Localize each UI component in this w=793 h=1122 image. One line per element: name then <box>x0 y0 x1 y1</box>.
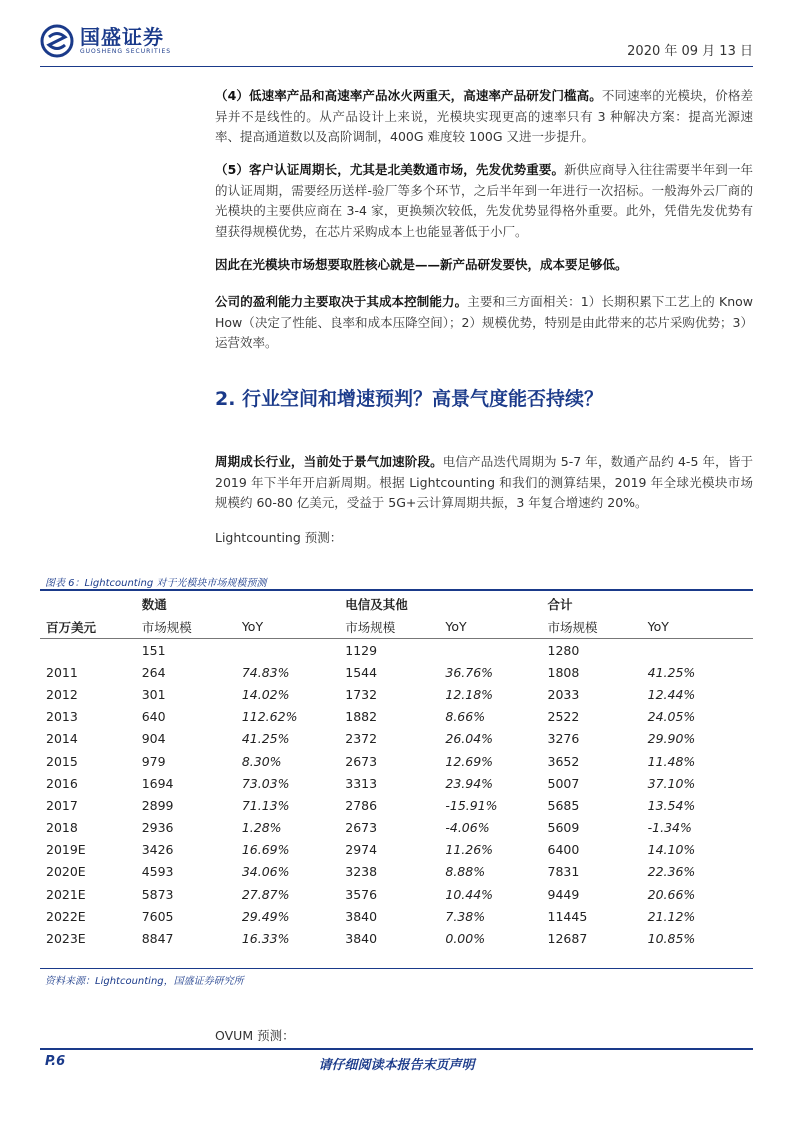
cell-market-size: 2974 <box>345 842 378 858</box>
cell-market-size: 301 <box>141 686 166 702</box>
paragraph-low-high-speed <box>215 86 753 148</box>
cell-market-size: 3238 <box>345 864 378 880</box>
cell-yoy: 11.48% <box>647 753 696 769</box>
cell-market-size: 1694 <box>141 775 174 791</box>
cell-market-size: 3576 <box>345 886 378 902</box>
row-year: 2011 <box>46 664 78 680</box>
cell-market-size: 904 <box>141 731 166 747</box>
column-header: 市场规模 <box>339 615 439 639</box>
row-year: 2022E <box>46 908 86 924</box>
table-row <box>40 772 753 794</box>
table-row <box>40 750 753 772</box>
cell-market-size: 7831 <box>547 864 580 880</box>
cell-yoy: 29.49% <box>241 908 290 924</box>
ovum-label: OVUM 预测： <box>215 1028 295 1043</box>
cell-market-size: 3276 <box>547 731 580 747</box>
cell-market-size: 1882 <box>345 709 378 725</box>
row-year <box>40 639 136 662</box>
paragraph-certification <box>215 160 753 242</box>
cell-yoy: 71.13% <box>241 797 290 813</box>
section-title: 2. 行业空间和增速预判？高景气度能否持续？ <box>215 388 604 410</box>
cell-market-size: 11445 <box>547 908 588 924</box>
table-sub-header <box>40 615 753 639</box>
cell-yoy <box>642 639 753 662</box>
group-telecom: 电信及其他 <box>345 597 408 612</box>
cell-market-size: 5685 <box>547 797 580 813</box>
paragraph-lead: 公司的盈利能力主要取决于其成本控制能力。 <box>215 294 468 309</box>
cell-yoy: 36.76% <box>445 664 494 680</box>
cell-market-size: 264 <box>141 664 166 680</box>
cell-yoy: 12.69% <box>445 753 494 769</box>
unit-label: 百万美元 <box>40 615 136 639</box>
cell-market-size: 640 <box>141 709 166 725</box>
cell-yoy: 16.69% <box>241 842 290 858</box>
cell-market-size: 7605 <box>141 908 174 924</box>
cell-yoy: 26.04% <box>445 731 494 747</box>
row-year: 2016 <box>46 775 78 791</box>
cell-market-size: 979 <box>141 753 166 769</box>
cell-yoy: 8.88% <box>445 864 486 880</box>
footer-disclaimer: 请仔细阅读本报告末页声明 <box>318 1058 475 1073</box>
cell-market-size: 2033 <box>547 686 580 702</box>
table-row <box>40 817 753 839</box>
column-header: 市场规模 <box>136 615 236 639</box>
column-header: YoY <box>642 615 753 639</box>
logo-english-name: GUOSHENG SECURITIES <box>80 48 172 55</box>
figure-top-rule <box>40 589 753 591</box>
figure-bottom-rule <box>40 968 753 969</box>
cell-yoy: 74.83% <box>241 664 290 680</box>
table-row <box>40 927 753 949</box>
cell-market-size: 5609 <box>547 820 580 836</box>
cell-market-size: 3313 <box>345 775 378 791</box>
paragraph-body: 电信产品迭代周期为 5-7 年，数通产品约 4-5 年，皆于 2019 年下半年开启新周期。根据 Lightcounting 和我们的测算结果，2019 年全球光模块市场规模约 60-80 亿美元，受益于 5G+云计算周期共振，3 年复合增速约 20%。 <box>215 454 753 510</box>
row-year: 2017 <box>46 797 78 813</box>
cell-market-size: 1808 <box>547 664 580 680</box>
cell-yoy: 22.36% <box>647 864 696 880</box>
cell-market-size: 2372 <box>345 731 378 747</box>
cell-market-size: 2936 <box>141 820 174 836</box>
table-row <box>40 839 753 861</box>
cell-market-size: 2673 <box>345 753 378 769</box>
cell-yoy: 7.38% <box>445 908 486 924</box>
footer-divider <box>40 1048 753 1050</box>
cell-yoy: 10.85% <box>647 931 696 947</box>
table-row <box>40 728 753 750</box>
paragraph-lead: 因此在光模块市场想要取胜核心就是——新产品研发要快，成本要足够低。 <box>215 257 628 272</box>
cell-yoy: 1.28% <box>241 820 282 836</box>
page-number: P.6 <box>45 1054 66 1069</box>
cell-yoy: 14.02% <box>241 686 290 702</box>
column-header: YoY <box>439 615 541 639</box>
cell-market-size: 5873 <box>141 886 174 902</box>
cell-market-size: 4593 <box>141 864 174 880</box>
paragraph-body: 主要和三方面相关：1）长期积累下工艺上的 Know How（决定了性能、良率和成本压降空间）；2）规模优势，特别是由此带来的芯片采购优势；3）运营效率。 <box>215 294 753 350</box>
cell-yoy: 0.00% <box>445 931 486 947</box>
cell-market-size: 5007 <box>547 775 580 791</box>
table-row <box>40 883 753 905</box>
group-total: 合计 <box>547 597 573 612</box>
market-size-table <box>40 593 753 950</box>
column-header: YoY <box>236 615 339 639</box>
row-year: 2019E <box>46 842 86 858</box>
cell-yoy: 16.33% <box>241 931 290 947</box>
cell-yoy: 20.66% <box>647 886 696 902</box>
cell-yoy: 11.26% <box>445 842 494 858</box>
guosheng-logo-icon <box>40 24 74 58</box>
cell-market-size: 3840 <box>345 908 378 924</box>
cell-market-size: 151 <box>141 642 166 658</box>
header-divider <box>40 66 753 67</box>
report-date: 2020 年 09 月 13 日 <box>627 44 753 59</box>
cell-market-size: 3652 <box>547 753 580 769</box>
cell-market-size: 1280 <box>547 642 580 658</box>
paragraph-profitability <box>215 292 753 354</box>
table-row <box>40 794 753 816</box>
row-year: 2013 <box>46 709 78 725</box>
table-group-header <box>40 593 753 615</box>
paragraph-cycle-growth <box>215 452 753 514</box>
cell-market-size: 8847 <box>141 931 174 947</box>
cell-yoy: 73.03% <box>241 775 290 791</box>
cell-market-size: 2673 <box>345 820 378 836</box>
cell-yoy: 23.94% <box>445 775 494 791</box>
paragraph-core-conclusion <box>215 255 753 276</box>
cell-yoy: -4.06% <box>445 820 490 836</box>
cell-yoy: -15.91% <box>445 797 498 813</box>
row-year: 2015 <box>46 753 78 769</box>
cell-yoy: 24.05% <box>647 709 696 725</box>
logo-chinese-name: 国盛证券 <box>80 25 164 49</box>
page-header <box>40 18 753 70</box>
table-row <box>40 639 753 662</box>
table-row <box>40 661 753 683</box>
cell-market-size: 12687 <box>547 931 588 947</box>
row-year: 2012 <box>46 686 78 702</box>
cell-yoy: 13.54% <box>647 797 696 813</box>
cell-yoy: 12.44% <box>647 686 696 702</box>
group-datacom: 数通 <box>141 597 167 612</box>
paragraph-lead: 周期成长行业，当前处于景气加速阶段。 <box>215 454 443 469</box>
figure-source: 资料来源：Lightcounting，国盛证券研究所 <box>45 976 244 987</box>
cell-market-size: 3840 <box>345 931 378 947</box>
cell-yoy: 34.06% <box>241 864 290 880</box>
table-row <box>40 905 753 927</box>
table-row <box>40 683 753 705</box>
lightcounting-label: Lightcounting 预测： <box>215 530 343 545</box>
cell-yoy: 29.90% <box>647 731 696 747</box>
row-year: 2020E <box>46 864 86 880</box>
cell-yoy: 27.87% <box>241 886 290 902</box>
paragraph-body: 不同速率的光模块，价格差异并不是线性的。从产品设计上来说，光模块实现更高的速率只有 3 种解决方案：提高光源速率、提高通道数以及高阶调制，400G 难度较 100G 又进一步提升。 <box>215 88 753 144</box>
paragraph-body: 新供应商导入往往需要半年到一年的认证周期，需要经历送样-验厂等多个环节，之后半年到一年进行一次招标。一般海外云厂商的光模块的主要供应商在 3-4 家，更换频次较低，先发优势显得格外重要。此外，凭借先发优势有望获得规模优势，在芯片采购成本上也能显著低于小厂。 <box>215 162 753 239</box>
cell-yoy: 10.44% <box>445 886 494 902</box>
cell-market-size: 1544 <box>345 664 378 680</box>
column-header: 市场规模 <box>542 615 642 639</box>
cell-market-size: 6400 <box>547 842 580 858</box>
cell-yoy: 41.25% <box>241 731 290 747</box>
cell-market-size: 3426 <box>141 842 174 858</box>
table-row <box>40 706 753 728</box>
company-logo <box>40 24 171 58</box>
row-year: 2018 <box>46 820 78 836</box>
cell-market-size: 1732 <box>345 686 378 702</box>
row-year: 2014 <box>46 731 78 747</box>
figure-caption: 图表 6：Lightcounting 对于光模块市场规模预测 <box>45 578 267 589</box>
cell-yoy: 112.62% <box>241 709 298 725</box>
cell-yoy: 41.25% <box>647 664 696 680</box>
cell-yoy <box>236 639 339 662</box>
cell-yoy: 12.18% <box>445 686 494 702</box>
row-year: 2023E <box>46 931 86 947</box>
row-year: 2021E <box>46 886 86 902</box>
cell-market-size: 9449 <box>547 886 580 902</box>
paragraph-lead: （5）客户认证周期长，尤其是北美数通市场，先发优势重要。 <box>215 162 565 177</box>
cell-market-size: 2522 <box>547 709 580 725</box>
table-body <box>40 639 753 950</box>
cell-yoy <box>439 639 541 662</box>
cell-market-size: 2786 <box>345 797 378 813</box>
cell-yoy: 8.30% <box>241 753 282 769</box>
cell-yoy: 8.66% <box>445 709 486 725</box>
table-corner <box>40 593 136 615</box>
cell-yoy: 14.10% <box>647 842 696 858</box>
cell-yoy: 21.12% <box>647 908 696 924</box>
cell-yoy: 37.10% <box>647 775 696 791</box>
table-row <box>40 861 753 883</box>
cell-market-size: 1129 <box>345 642 378 658</box>
cell-yoy: -1.34% <box>647 820 692 836</box>
paragraph-lead: （4）低速率产品和高速率产品冰火两重天，高速率产品研发门槛高。 <box>215 88 602 103</box>
cell-market-size: 2899 <box>141 797 174 813</box>
